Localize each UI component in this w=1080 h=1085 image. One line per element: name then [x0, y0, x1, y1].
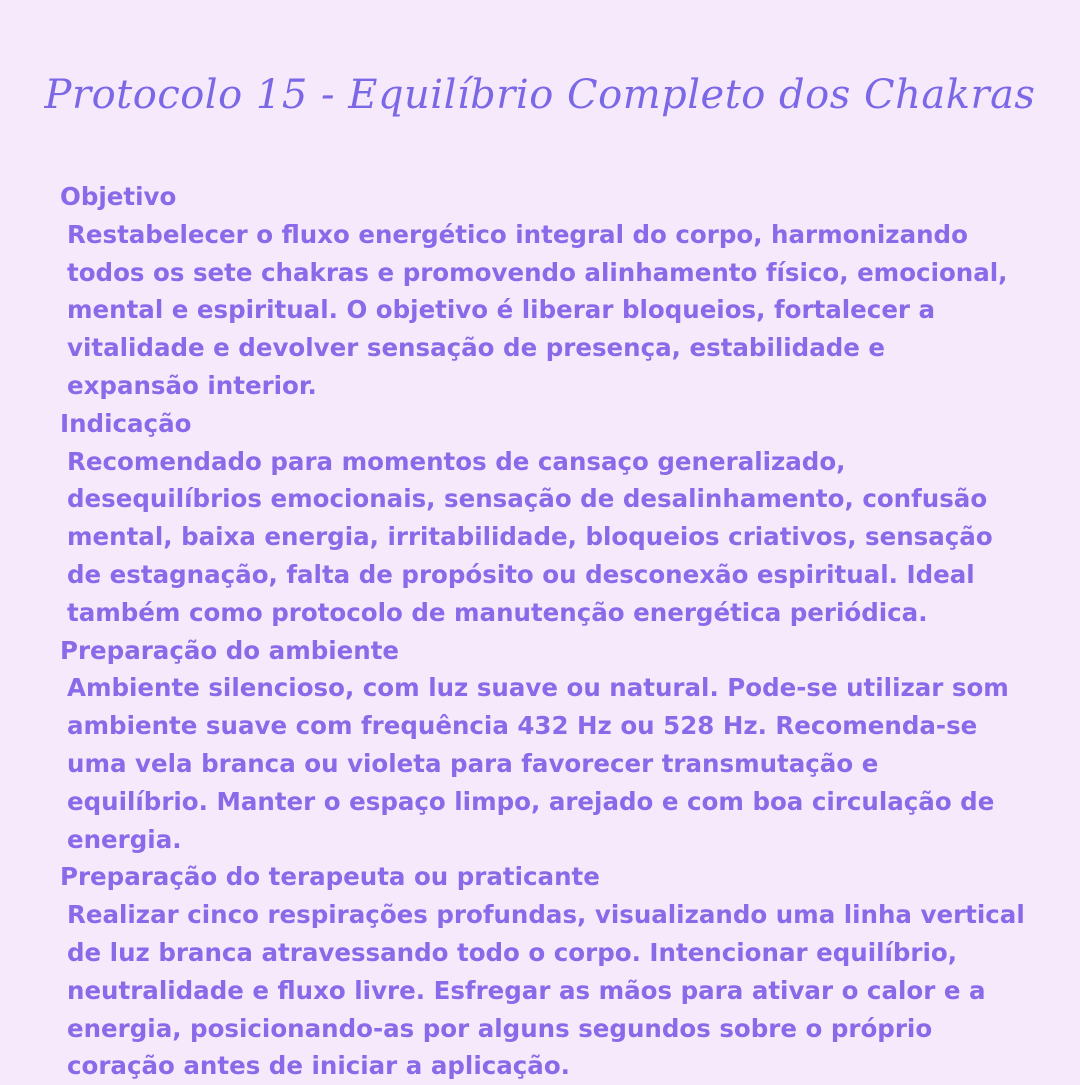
- section-body: Realizar cinco respirações profundas, visualizando uma linha vertical de luz branca atravessando todo o corpo. Intencionar equilíbrio, neutralidade e fluxo livre. Esfregar as mãos para ativar o calor e a energia, posicionando-as por alguns segundos sobre o próprio coração antes de iniciar a aplicação.: [67, 900, 1025, 1081]
- section-body: Restabelecer o fluxo energético integral do corpo, harmonizando todos os sete chakras e promovendo alinhamento físico, emocional, mental e espiritual. O objetivo é liberar bloqueios, fortalecer a vitalidade e devolver sensação de presença, estabilidade e expansão interior.: [67, 219, 1008, 400]
- section-preparacao-ambiente: [60, 632, 1025, 859]
- document-content: [60, 178, 1025, 1085]
- section-body: Ambiente silencioso, com luz suave ou natural. Pode-se utilizar som ambiente suave com frequência 432 Hz ou 528 Hz. Recomenda-se uma vela branca ou violeta para favorecer transmutação e equilíbrio. Manter o espaço limpo, arejado e com boa circulação de energia.: [67, 673, 1009, 854]
- section-heading: Preparação do terapeuta ou praticante: [60, 862, 600, 892]
- section-preparacao-terapeuta: [60, 858, 1025, 1085]
- document-title: Protocolo 15 - Equilíbrio Completo dos Chakras: [44, 72, 1036, 118]
- section-indicacao: [60, 405, 1025, 632]
- section-heading: Objetivo: [60, 182, 177, 211]
- section-body: Recomendado para momentos de cansaço generalizado, desequilíbrios emocionais, sensação de desalinhamento, confusão mental, baixa energia, irritabilidade, bloqueios criativos, sensação de estagnação, falta de propósito ou desconexão espiritual. Ideal também como protocolo de manutenção energética periódica.: [67, 446, 993, 627]
- section-heading: Indicação: [60, 408, 192, 438]
- section-objetivo: [60, 178, 1025, 405]
- section-heading: Preparação do ambiente: [60, 635, 400, 665]
